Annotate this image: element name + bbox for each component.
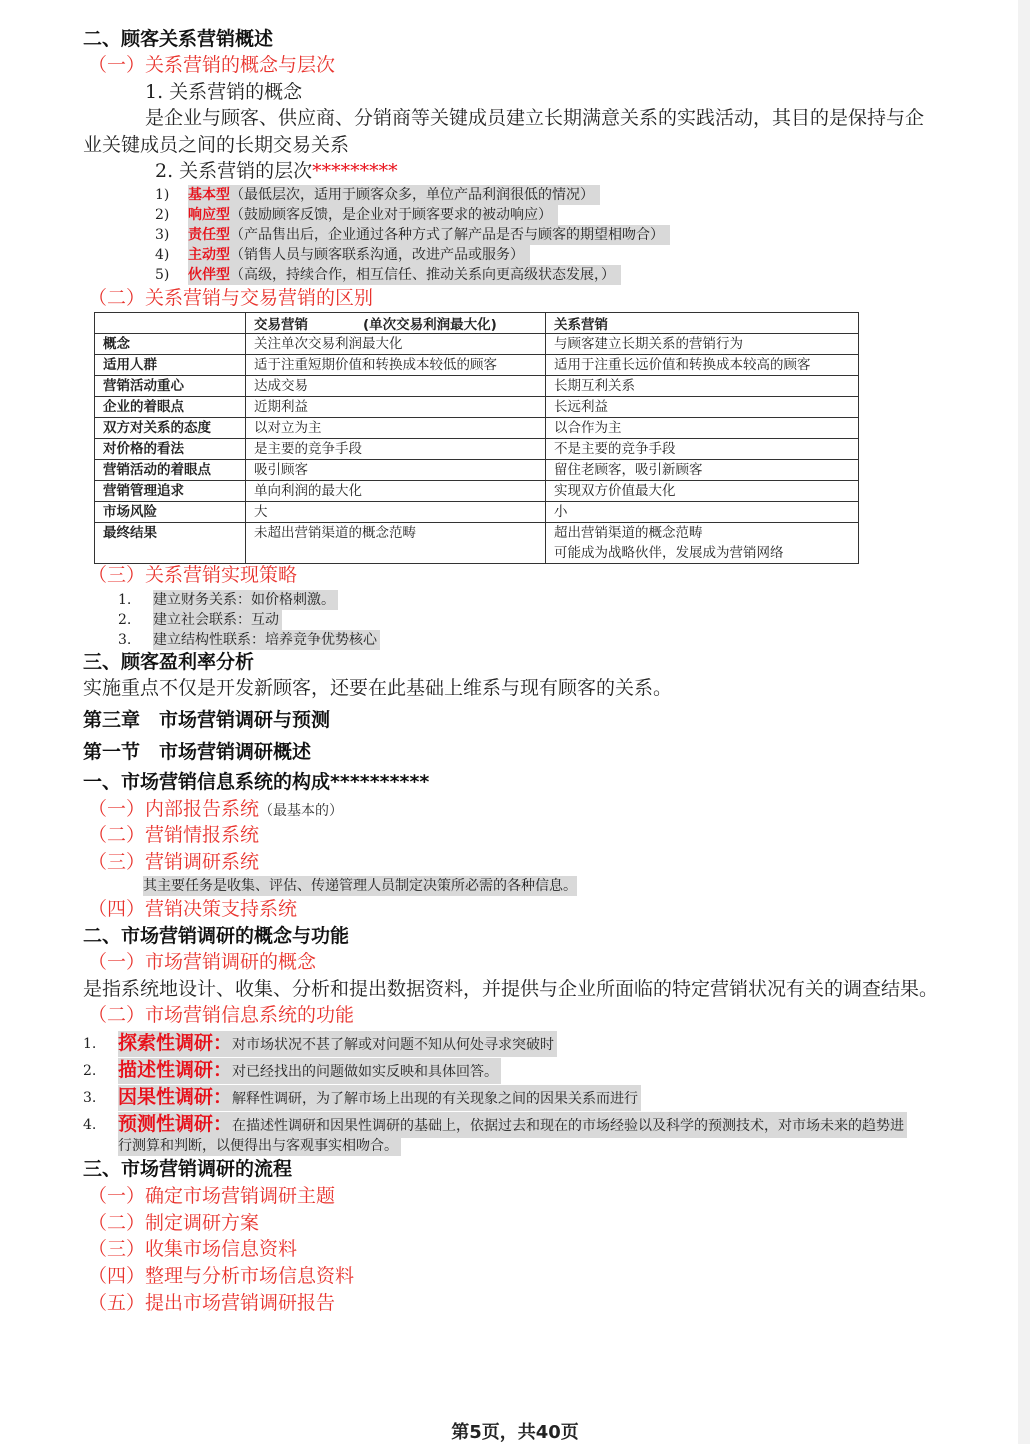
cell-line: 以合作为主 (554, 420, 622, 436)
list-item: 建立财务关系：如价格刺激。 (153, 590, 338, 610)
table-row (95, 502, 859, 523)
table-row (95, 523, 859, 564)
table-row (95, 355, 859, 376)
table-row (95, 481, 859, 502)
list-item (188, 225, 670, 245)
relationship-cell (546, 397, 859, 418)
cell-line: 留住老顾客，吸引新顾客 (554, 462, 703, 478)
col-header-note: (单次交易利润最大化) (363, 317, 497, 333)
level-desc: （鼓励顾客反馈，是企业对于顾客要求的被动响应） (230, 207, 552, 223)
list-item (118, 1112, 907, 1138)
level-desc: （高级，持续合作，相互信任、推动关系向更高级状态发展，） (230, 267, 615, 283)
heading: 三、顾客盈利率分析 (83, 651, 255, 673)
relationship-cell (546, 502, 859, 523)
paragraph: 业关键成员之间的长期交易关系 (83, 134, 350, 156)
transaction-cell: 近期利益 (246, 397, 546, 418)
transaction-cell: 吸引顾客 (246, 460, 546, 481)
comparison-table (94, 312, 859, 564)
transaction-cell: 达成交易 (246, 376, 546, 397)
type-name: 预测性调研： (118, 1113, 233, 1135)
list-item (188, 245, 530, 265)
transaction-cell: 关注单次交易利润最大化 (246, 334, 546, 355)
relationship-cell (546, 481, 859, 502)
subheading: （二）制定调研方案 (88, 1211, 260, 1234)
transaction-cell: 未超出营销渠道的概念范畴 (246, 523, 546, 564)
type-desc: 对市场状况不甚了解或对问题不知从何处寻求突破时 (232, 1037, 555, 1053)
col-header: 关系营销 (546, 313, 859, 334)
cell-line: 长远利益 (554, 399, 608, 415)
row-label: 对价格的看法 (95, 439, 246, 460)
cell-line: 长期互利关系 (554, 378, 635, 394)
heading: 二、市场营销调研的概念与功能 (83, 925, 350, 947)
cell-line: 实现双方价值最大化 (554, 483, 676, 499)
list-number: 1. (118, 592, 132, 608)
subheading: （二）关系营销与交易营销的区别 (88, 287, 374, 309)
cell-line: 可能成为战略伙伴，发展成为营销网络 (554, 545, 784, 561)
level-desc: （最低层次，适用于顾客众多，单位产品利润很低的情况） (230, 187, 594, 203)
list-number: 1. (83, 1036, 97, 1052)
heading-text: 2. 关系营销的层次 (155, 160, 313, 182)
subheading: （二）市场营销信息系统的功能 (88, 1004, 355, 1026)
heading (155, 159, 398, 183)
list-item: 建立社会联系：互动 (153, 610, 282, 630)
transaction-cell: 大 (246, 502, 546, 523)
list-item (118, 1058, 501, 1084)
level-name: 主动型 (188, 247, 230, 263)
list-number: 3. (118, 632, 132, 648)
stars: ********* (312, 160, 398, 182)
subheading: （二）营销情报系统 (88, 824, 260, 846)
subheading (88, 797, 343, 823)
type-name: 描述性调研： (118, 1059, 233, 1081)
row-label: 概念 (95, 334, 246, 355)
paragraph: 实施重点不仅是开发新顾客，还要在此基础上维系与现有顾客的关系。 (83, 677, 673, 699)
table-row (95, 376, 859, 397)
chapter-title: 第三章 市场营销调研与预测 (83, 709, 331, 731)
list-number: 3. (83, 1090, 97, 1106)
type-desc: 解释性调研，为了解市场上出现的有关现象之间的因果关系而进行 (232, 1091, 639, 1107)
relationship-cell (546, 523, 859, 564)
relationship-cell (546, 334, 859, 355)
col-header: 交易营销 (254, 317, 308, 333)
list-item (118, 1085, 641, 1111)
list-item: 建立结构性联系：培养竞争优势核心 (153, 630, 380, 650)
row-label: 市场风险 (95, 502, 246, 523)
heading: 一、市场营销信息系统的构成********** (83, 771, 430, 793)
table-row (95, 460, 859, 481)
heading: 三、市场营销调研的流程 (83, 1158, 293, 1180)
relationship-cell (546, 460, 859, 481)
subheading: （三）关系营销实现策略 (88, 564, 298, 586)
subheading: （四）营销决策支持系统 (88, 898, 298, 920)
subheading: （三）营销调研系统 (88, 851, 260, 873)
level-desc: （销售人员与顾客联系沟通，改进产品或服务） (230, 247, 524, 263)
heading: 二、顾客关系营销概述 (83, 28, 274, 50)
row-label: 企业的着眼点 (95, 397, 246, 418)
type-name: 因果性调研： (118, 1086, 233, 1108)
list-number: 2. (118, 612, 132, 628)
subheading: （五）提出市场营销调研报告 (88, 1291, 336, 1314)
subheading: （一）关系营销的概念与层次 (88, 54, 336, 76)
subheading-text: （一）内部报告系统 (88, 798, 260, 820)
table-header (95, 313, 859, 334)
paragraph: 其主要任务是收集、评估、传递管理人员制定决策所必需的各种信息。 (143, 878, 577, 894)
relationship-cell (546, 376, 859, 397)
level-desc: （产品售出后，企业通过各种方式了解产品是否与顾客的期望相吻合） (230, 227, 664, 243)
list-number: 2. (83, 1063, 97, 1079)
note: （最基本的） (259, 803, 344, 819)
list-item (188, 185, 600, 205)
row-label: 营销活动的着眼点 (95, 460, 246, 481)
list-number: 1) (155, 187, 170, 203)
list-item-continued: 行测算和判断，以便得出与客观事实相吻合。 (118, 1136, 401, 1156)
level-name: 响应型 (188, 207, 230, 223)
cell-line: 不是主要的竞争手段 (554, 441, 676, 457)
level-name: 基本型 (188, 187, 230, 203)
transaction-cell: 是主要的竞争手段 (246, 439, 546, 460)
type-desc: 在描述性调研和因果性调研的基础上，依据过去和现在的市场经验以及科学的预测技术，对市场未来的趋势进 (232, 1118, 905, 1134)
list-item (118, 1031, 557, 1057)
cell-line: 小 (554, 504, 568, 520)
subheading: （四）整理与分析市场信息资料 (88, 1265, 355, 1288)
subheading: （一）确定市场营销调研主题 (88, 1185, 336, 1207)
table-row (95, 334, 859, 355)
table-row (95, 418, 859, 439)
transaction-cell: 适于注重短期价值和转换成本较低的顾客 (246, 355, 546, 376)
relationship-cell (546, 439, 859, 460)
list-item (188, 265, 621, 285)
level-name: 伙伴型 (188, 267, 230, 283)
transaction-cell: 单向利润的最大化 (246, 481, 546, 502)
type-desc: 对已经找出的问题做如实反映和具体回答。 (232, 1064, 499, 1080)
page-number: 第5页，共40页 (451, 1422, 579, 1443)
list-number: 3) (155, 227, 170, 243)
list-item (188, 205, 558, 225)
row-label: 双方对关系的态度 (95, 418, 246, 439)
cell-line: 与顾客建立长期关系的营销行为 (554, 336, 743, 352)
cell-line: 超出营销渠道的概念范畴 (554, 525, 703, 541)
paragraph: 是企业与顾客、供应商、分销商等关键成员建立长期满意关系的实践活动，其目的是保持与企 (145, 107, 925, 129)
row-label: 营销管理追求 (95, 481, 246, 502)
section-title: 第一节 市场营销调研概述 (83, 741, 312, 763)
relationship-cell (546, 355, 859, 376)
list-number: 5) (155, 267, 170, 283)
cell-line: 适用于注重长远价值和转换成本较高的顾客 (554, 357, 811, 373)
row-label: 最终结果 (95, 523, 246, 564)
heading: 1. 关系营销的概念 (145, 81, 303, 103)
level-name: 责任型 (188, 227, 230, 243)
list-number: 2) (155, 207, 170, 223)
list-number: 4. (83, 1117, 97, 1133)
subheading: （三）收集市场信息资料 (88, 1238, 298, 1261)
row-label: 营销活动重心 (95, 376, 246, 397)
type-name: 探索性调研： (118, 1032, 233, 1054)
transaction-cell: 以对立为主 (246, 418, 546, 439)
paragraph: 是指系统地设计、收集、分析和提出数据资料，并提供与企业所面临的特定营销状况有关的调查结果。 (83, 978, 939, 1000)
row-label: 适用人群 (95, 355, 246, 376)
table-row (95, 439, 859, 460)
subheading: （一）市场营销调研的概念 (88, 951, 317, 973)
list-number: 4) (155, 247, 170, 263)
table-row (95, 397, 859, 418)
relationship-cell (546, 418, 859, 439)
